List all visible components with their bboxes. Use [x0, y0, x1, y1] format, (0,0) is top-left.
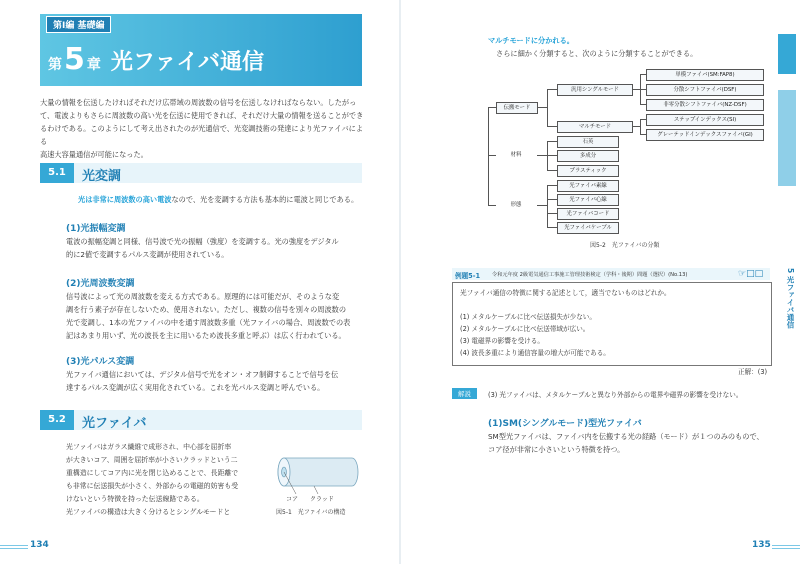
- diagram-single: 汎用シングルモード: [557, 84, 633, 96]
- diagram-multicomp: 多成分: [557, 150, 619, 162]
- sec1-lead: 光は非常に周波数の高い電波なので、光を変調する方法も基本的に電波と同じである。: [78, 195, 359, 204]
- choice-3: (3) 電磁界の影響を受ける。: [460, 337, 544, 345]
- side-tab-chapter: 5 光ファイバ通信: [778, 262, 796, 334]
- diagram-plastic: プラスティック: [557, 165, 619, 177]
- side-tab-mid: [778, 90, 796, 186]
- diagram-mode: 伝搬モード: [496, 102, 538, 114]
- diagram-gi: グレーテッドインデックスファイバ(GI): [646, 129, 764, 141]
- fig2-caption: 図5-2 光ファイバの分類: [590, 242, 660, 249]
- example-label: 例題5-1: [455, 272, 481, 280]
- example-source: 令和元年度 2級電気通信工事施工管理技術検定（学科・後期）問題（選択）(No.13): [492, 272, 688, 278]
- left-stripes: [0, 543, 28, 549]
- fig1-caption: 図5-1 光ファイバの構造: [276, 509, 346, 516]
- intro-paragraph: 大量の情報を伝送したければそれだけ広帯域の周波数の信号を伝送しなければならない。したがっ て、電波よりもさらに周波数の高い光を伝送に使用できれば、それだけ大量の情報を送ることができ るわけである。このようにして考え出されたのが光通信で、光変調技術の発達により光ファイバによる 高速大容量通信が可能になった。: [40, 98, 364, 159]
- diagram-cable: 光ファイバケーブル: [557, 222, 619, 234]
- sm-fiber-title: (1)SM(シングルモード)型光ファイバ: [488, 419, 642, 429]
- fig1-clad-label: クラッド: [310, 496, 334, 503]
- example-question: 光ファイバ通信の特徴に関する記述として，適当でないものはどれか。: [460, 289, 671, 297]
- chapter-title: 第5 章 光ファイバ通信: [48, 42, 264, 77]
- sub-pulse-title: (3)光パルス変調: [66, 357, 135, 367]
- explain-text: (3) 光ファイバは、メタルケーブルと異なり外部からの電界や磁界の影響を受けない。: [488, 391, 743, 399]
- example-answer: 正解：(3): [738, 368, 768, 376]
- choice-2: (2) メタルケーブルに比べ伝送帯域が広い。: [460, 325, 590, 333]
- sec2-text: 光ファイバはガラス繊維で成形され、中心部を屈折率 が大きいコア、周囲を屈折率が小さいクラッドという二 重構造にしてコア内に光を閉じ込めることで、長距離で も非常に伝送損失が小さく、外部からの電磁的妨害も受 けないという特徴を持った伝送線路である。 光ファイバの構造は大きく分けるとシングルモードと: [66, 443, 239, 516]
- page-number-left: 134: [30, 540, 49, 550]
- diagram-quartz: 石英: [557, 136, 619, 148]
- choice-4: (4) 波長多重により通信容量の増大が可能である。: [460, 349, 610, 357]
- sub-amplitude-text: 電波の振幅変調と同様、信号波で光の振幅（強度）を変調する。光の強度をデジタル 的に2値で変調するパルス変調が使用されている。: [66, 237, 339, 259]
- sub-frequency-text: 信号波によって光の周波数を変える方式である。原理的には可能だが、そのような変 調を行う素子が存在しないため、使用されない。ただし、複数の信号を別々の周波数の 光で変調し、1本の光ファイバの中を通す周波数多重（光ファイバの場合、周波数での表 記はあまり用いず、光の波長を主に用いるため波長多重と呼ぶ）は広く行われている。: [66, 292, 351, 340]
- diagram-nzdsf: 非零分散シフトファイバ(NZ-DSF): [646, 99, 764, 111]
- diagram-core-wire: 光ファイバ心線: [557, 194, 619, 206]
- section-5-2-header: 5.2 光ファイバ: [40, 410, 362, 430]
- explain-label: 解説: [452, 388, 477, 399]
- diagram-dsf: 分散シフトファイバ(DSF): [646, 84, 764, 96]
- right-intro: マルチモードに分かれる。 さらに細かく分類すると、次のように分類することができる。: [488, 36, 698, 58]
- sub-frequency-title: (2)光周波数変調: [66, 279, 135, 289]
- part-tag: 第Ⅰ編 基礎編: [46, 16, 111, 33]
- section-5-1-header: 5.1 光変調: [40, 163, 362, 183]
- fig1-core-label: コア: [286, 496, 299, 503]
- sub-amplitude-title: (1)光振幅変調: [66, 224, 126, 234]
- side-tab-top: [778, 34, 796, 74]
- diagram-shape: 形態: [510, 202, 522, 208]
- sub-pulse-text: 光ファイバ通信においては、デジタル信号で光をオン・オフ制御することで信号を伝 達するパルス変調が広く実用化されている。これを光パルス変調と呼んでいる。: [66, 370, 339, 392]
- right-stripes: [772, 543, 800, 549]
- sm-fiber-text: SM型光ファイバは、ファイバ内を伝搬する光の経路（モード）が１つのみのもので、 コア径が非常に小さいという特徴を持つ。: [488, 432, 764, 454]
- page-number-right: 135: [752, 540, 771, 550]
- diagram-cord: 光ファイバコード: [557, 208, 619, 220]
- diagram-si: ステップインデックス(SI): [646, 114, 764, 126]
- diagram-smf: 単模ファイバ(SM:FAP8): [646, 69, 764, 81]
- fiber-structure-figure: [274, 440, 366, 500]
- checkbox-icons: ☞□□: [738, 269, 764, 279]
- diagram-multi: マルチモード: [557, 121, 633, 133]
- choice-1: (1) メタルケーブルに比べ伝送損失が少ない。: [460, 313, 596, 321]
- diagram-material: 材料: [510, 152, 522, 158]
- diagram-strand: 光ファイバ素線: [557, 180, 619, 192]
